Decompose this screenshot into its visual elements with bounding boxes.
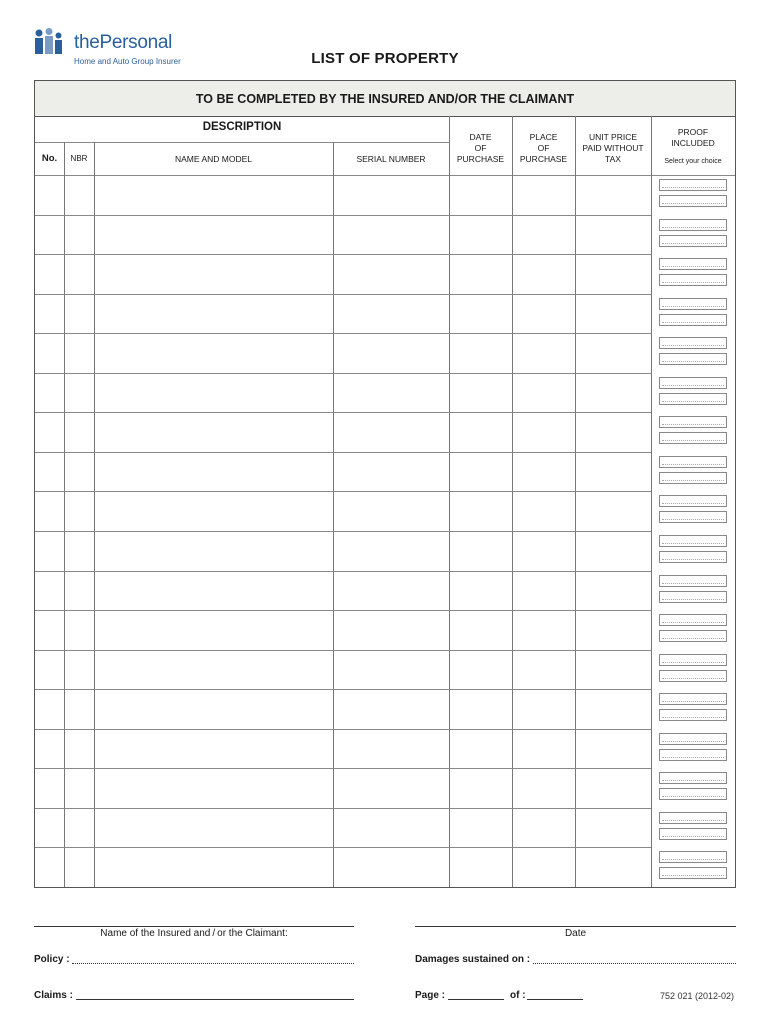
brand-name: thePersonal xyxy=(74,32,173,53)
row-divider xyxy=(35,689,651,690)
proof-no-checkbox[interactable] xyxy=(659,828,727,840)
proof-no-checkbox[interactable] xyxy=(659,314,727,326)
proof-yes-checkbox[interactable] xyxy=(659,654,727,666)
proof-yes-checkbox[interactable] xyxy=(659,693,727,705)
proof-no-checkbox[interactable] xyxy=(659,709,727,721)
proof-no-checkbox[interactable] xyxy=(659,235,727,247)
date-line[interactable] xyxy=(415,926,736,927)
proof-included-header: PROOF INCLUDED xyxy=(671,127,715,148)
proof-yes-checkbox[interactable] xyxy=(659,298,727,310)
policy-label: Policy : xyxy=(34,954,70,965)
claims-label: Claims : xyxy=(34,990,73,1001)
place-of-purchase-header: PLACE OF PURCHASE xyxy=(519,132,568,164)
row-divider xyxy=(35,650,651,651)
table-banner: TO BE COMPLETED BY THE INSURED AND/OR THE CLAIMANT xyxy=(35,81,735,117)
proof-no-checkbox[interactable] xyxy=(659,353,727,365)
description-header: DESCRIPTION xyxy=(202,121,282,133)
row-divider xyxy=(35,847,651,848)
row-divider xyxy=(35,610,651,611)
row-divider xyxy=(35,333,651,334)
page-label: Page : xyxy=(415,990,446,1001)
of-label: of : xyxy=(510,990,526,1001)
proof-no-checkbox[interactable] xyxy=(659,472,727,484)
row-divider xyxy=(35,373,651,374)
property-table xyxy=(34,80,736,888)
row-divider xyxy=(35,491,651,492)
row-divider xyxy=(35,215,651,216)
column-divider xyxy=(575,116,576,887)
row-divider xyxy=(35,729,651,730)
proof-yes-checkbox[interactable] xyxy=(659,456,727,468)
proof-yes-checkbox[interactable] xyxy=(659,337,727,349)
brand-tagline: Home and Auto Group Insurer xyxy=(74,57,181,66)
proof-yes-checkbox[interactable] xyxy=(659,416,727,428)
no-header: No. xyxy=(41,153,58,164)
proof-yes-checkbox[interactable] xyxy=(659,179,727,191)
nbr-header: NBR xyxy=(70,154,88,163)
proof-yes-checkbox[interactable] xyxy=(659,377,727,389)
proof-no-checkbox[interactable] xyxy=(659,630,727,642)
row-divider xyxy=(35,531,651,532)
row-divider xyxy=(35,808,651,809)
insured-signature-line[interactable] xyxy=(34,926,354,927)
proof-yes-checkbox[interactable] xyxy=(659,219,727,231)
row-divider xyxy=(35,294,651,295)
document-title: LIST OF PROPERTY xyxy=(311,50,459,67)
unit-price-header: UNIT PRICE PAID WITHOUT TAX xyxy=(582,132,644,164)
proof-no-checkbox[interactable] xyxy=(659,195,727,207)
row-divider xyxy=(35,768,651,769)
date-of-purchase-header: DATE OF PURCHASE xyxy=(456,132,505,164)
description-subheader-divider xyxy=(35,142,449,143)
column-divider xyxy=(512,116,513,887)
proof-yes-checkbox[interactable] xyxy=(659,851,727,863)
proof-hint: Select your choice xyxy=(664,158,722,165)
page-total-field[interactable] xyxy=(527,999,583,1000)
damages-label: Damages sustained on : xyxy=(415,954,531,965)
proof-no-checkbox[interactable] xyxy=(659,591,727,603)
row-divider xyxy=(35,571,651,572)
row-divider xyxy=(35,412,651,413)
policy-field[interactable] xyxy=(72,963,354,964)
row-divider xyxy=(35,254,651,255)
form-reference: 752 021 (2012-02) xyxy=(660,991,735,1001)
proof-yes-checkbox[interactable] xyxy=(659,575,727,587)
proof-yes-checkbox[interactable] xyxy=(659,614,727,626)
damages-date-field[interactable] xyxy=(533,963,736,964)
serial-number-header: SERIAL NUMBER xyxy=(356,154,426,164)
proof-no-checkbox[interactable] xyxy=(659,432,727,444)
proof-yes-checkbox[interactable] xyxy=(659,258,727,270)
proof-yes-checkbox[interactable] xyxy=(659,495,727,507)
column-divider xyxy=(449,116,450,887)
proof-no-checkbox[interactable] xyxy=(659,551,727,563)
date-label: Date xyxy=(564,928,587,939)
row-divider xyxy=(35,452,651,453)
claims-field[interactable] xyxy=(76,999,354,1000)
proof-no-checkbox[interactable] xyxy=(659,670,727,682)
name-model-header: NAME AND MODEL xyxy=(175,154,252,164)
proof-yes-checkbox[interactable] xyxy=(659,535,727,547)
proof-no-checkbox[interactable] xyxy=(659,393,727,405)
proof-no-checkbox[interactable] xyxy=(659,274,727,286)
proof-yes-checkbox[interactable] xyxy=(659,772,727,784)
proof-no-checkbox[interactable] xyxy=(659,749,727,761)
proof-no-checkbox[interactable] xyxy=(659,867,727,879)
proof-yes-checkbox[interactable] xyxy=(659,812,727,824)
insured-label: Name of the Insured and / or the Claimant: xyxy=(100,928,288,939)
proof-no-checkbox[interactable] xyxy=(659,511,727,523)
header-bottom-divider xyxy=(35,175,735,176)
column-divider xyxy=(651,116,652,887)
proof-yes-checkbox[interactable] xyxy=(659,733,727,745)
proof-no-checkbox[interactable] xyxy=(659,788,727,800)
page-number-field[interactable] xyxy=(448,999,504,1000)
